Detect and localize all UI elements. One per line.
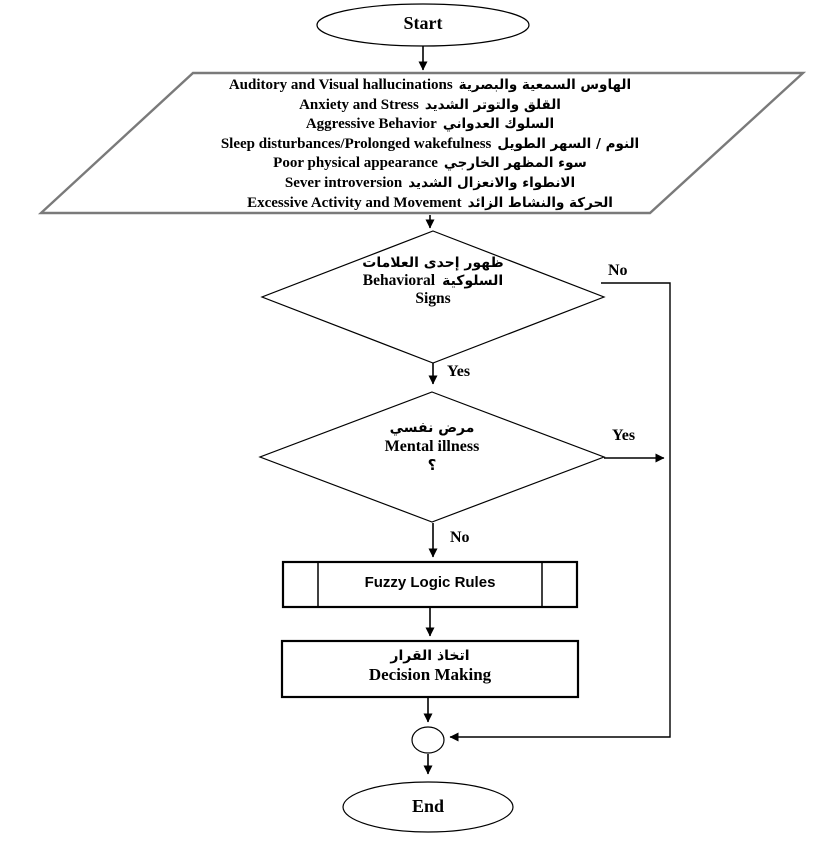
symptom-line <box>120 116 740 136</box>
symptom-en: Sever introversion <box>284 174 403 191</box>
mental-yes-label: Yes <box>612 427 636 444</box>
decision-making-english: Decision Making <box>368 664 492 684</box>
symptom-en: Anxiety and Stress <box>299 96 419 113</box>
symptom-en: Poor physical appearance <box>273 155 438 172</box>
symptom-line <box>120 136 740 156</box>
mental-illness-english: Mental illness <box>384 437 480 455</box>
behavioral-word-en: Behavioral <box>362 271 436 289</box>
mental-illness-question-mark: ؟ <box>427 455 437 474</box>
behavioral-signs-word: Signs <box>415 290 451 308</box>
symptom-line <box>120 155 740 175</box>
symptom-ar: الحركة والنشاط الزائد <box>467 194 613 211</box>
decision-making-label <box>292 648 568 685</box>
behavioral-signs-arabic: ظهور إحدى العلامات <box>362 255 504 271</box>
symptom-line <box>120 77 740 97</box>
symptom-line <box>120 195 740 215</box>
connector-circle <box>412 727 444 753</box>
fuzzy-rules-label: Fuzzy Logic Rules <box>364 574 496 591</box>
symptoms-list <box>120 77 740 214</box>
symptom-ar: سوء المظهر الخارجي <box>443 155 587 172</box>
mental-no-label: No <box>450 529 470 546</box>
behavioral-word-ar: السلوكية <box>442 272 504 289</box>
symptom-en: Aggressive Behavior <box>305 116 437 133</box>
symptom-ar: النوم / السهر الطويل <box>497 135 640 152</box>
behavioral-yes-label: Yes <box>447 363 471 380</box>
symptom-ar: القلق والتوتر الشديد <box>424 96 561 113</box>
mental-illness-label <box>332 420 532 474</box>
symptom-ar: الهاوس السمعية والبصرية <box>458 77 632 93</box>
symptom-line <box>120 97 740 117</box>
behavioral-no-label: No <box>608 262 628 279</box>
behavioral-signs-label <box>323 255 543 309</box>
mental-illness-arabic: مرض نفسي <box>389 420 475 436</box>
decision-making-arabic: اتخاذ القرار <box>390 648 470 664</box>
behavioral-signs-mixed-line <box>323 272 543 291</box>
symptom-ar: السلوك العدواني <box>442 116 555 133</box>
symptom-line <box>120 175 740 195</box>
symptom-en: Excessive Activity and Movement <box>247 194 462 211</box>
symptom-en: Sleep disturbances/Prolonged wakefulness <box>220 135 492 152</box>
symptom-ar: الانطواء والانعزال الشديد <box>408 174 576 191</box>
start-label: Start <box>403 13 443 33</box>
end-label: End <box>411 796 445 816</box>
symptom-en: Auditory and Visual hallucinations <box>228 77 453 93</box>
